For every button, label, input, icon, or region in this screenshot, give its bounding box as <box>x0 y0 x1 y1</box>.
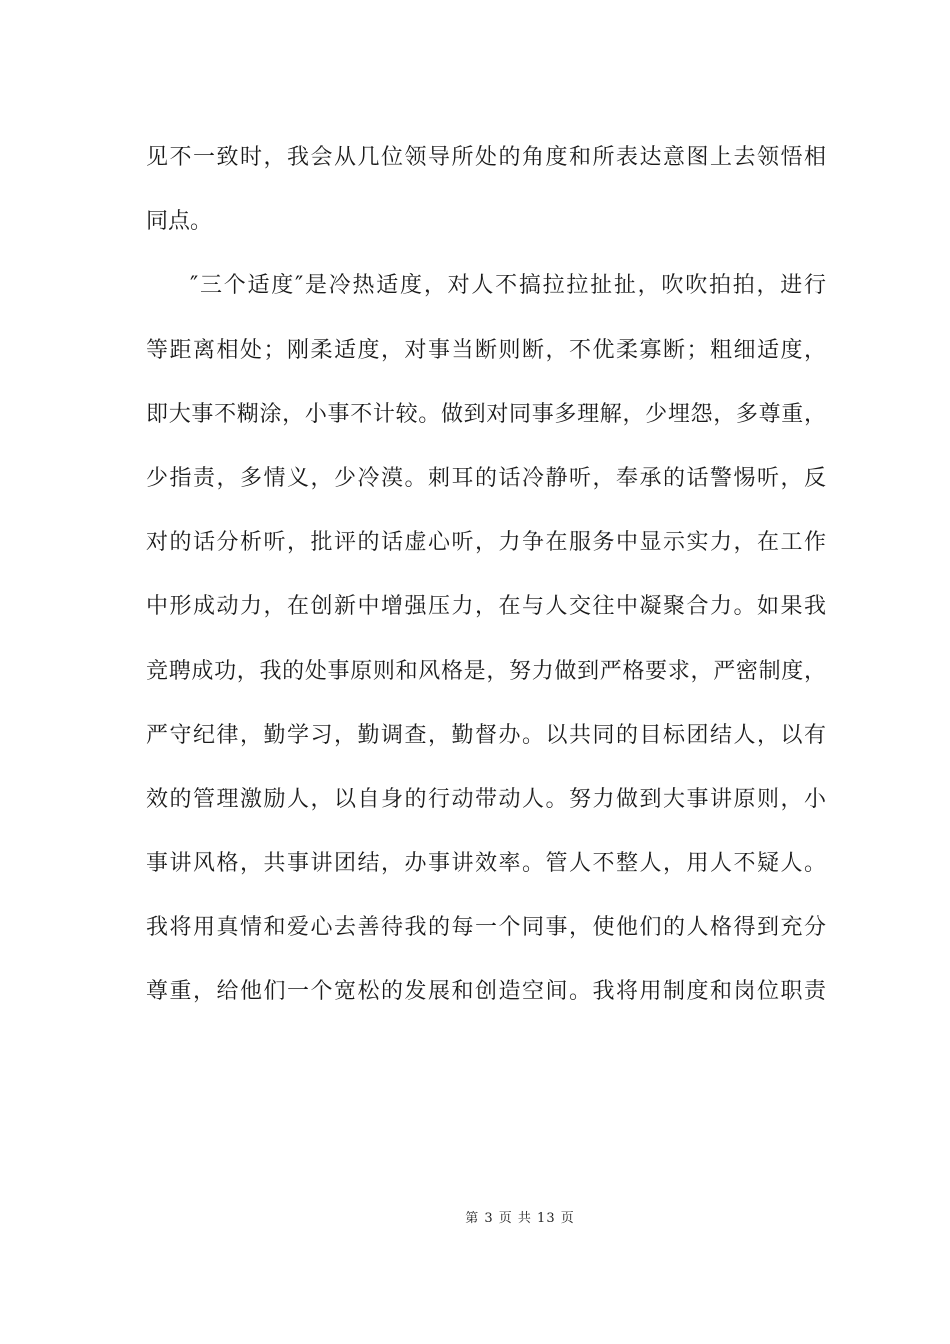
text-line: 见不一致时，我会从几位领导所处的角度和所表达意图上去领悟相 <box>146 145 826 170</box>
text-line: 等距离相处；刚柔适度，对事当断则断，不优柔寡断；粗细适度， <box>146 337 826 363</box>
body-text <box>146 134 826 1033</box>
text-line: 尊重，给他们一个宽松的发展和创造空间。我将用制度和岗位职责 <box>146 979 826 1005</box>
text-line: 即大事不糊涂，小事不计较。做到对同事多理解，少埋怨，多尊重， <box>146 401 826 427</box>
text-line: 我将用真情和爱心去善待我的每一个同事，使他们的人格得到充分 <box>146 915 826 941</box>
text-line: ″三个适度″是冷热适度，对人不搞拉拉扯扯，吹吹拍拍，进行 <box>190 273 826 299</box>
text-line: 对的话分析听，批评的话虚心听，力争在服务中显示实力，在工作 <box>146 530 826 556</box>
text-line: 事讲风格，共事讲团结，办事讲效率。管人不整人，用人不疑人。 <box>146 851 826 877</box>
text-line: 效的管理激励人，以自身的行动带动人。努力做到大事讲原则，小 <box>146 786 826 812</box>
text-line: 少指责，多情义，少冷漠。刺耳的话冷静听，奉承的话警惕听，反 <box>146 465 826 491</box>
text-line: 中形成动力，在创新中增强压力，在与人交往中凝聚合力。如果我 <box>146 594 826 620</box>
text-line: 严守纪律，勤学习，勤调查，勤督办。以共同的目标团结人，以有 <box>146 722 826 748</box>
page-footer <box>0 1207 950 1226</box>
page-number: 第 3 页 共 13 页 <box>465 1211 575 1226</box>
text-line: 竞聘成功，我的处事原则和风格是，努力做到严格要求，严密制度， <box>146 658 826 684</box>
text-line: 同点。 <box>146 209 213 235</box>
